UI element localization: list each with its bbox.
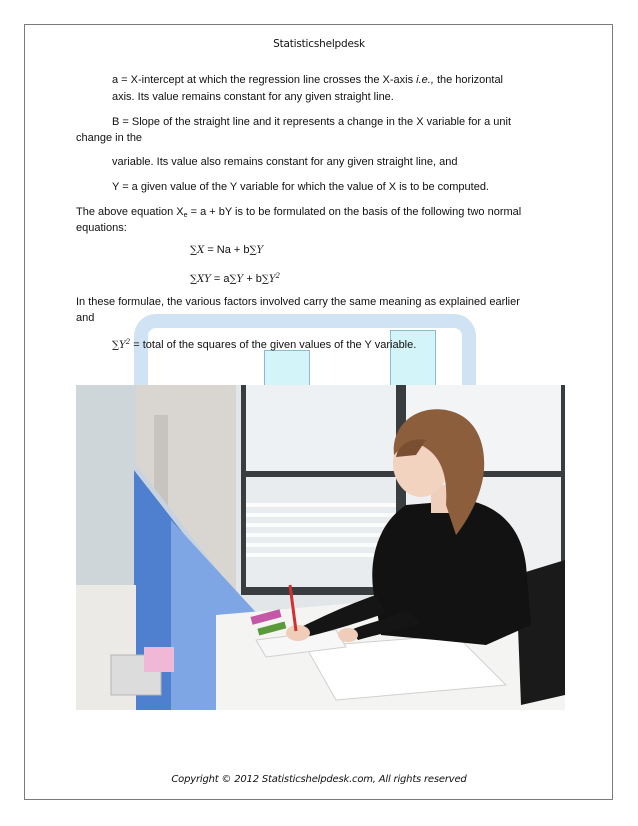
woman-studying-photo	[76, 385, 565, 710]
normal-equation-2: $\sum XY = a\sum Y + b\sum Y^2$	[190, 272, 281, 285]
definition-b-line1: B = Slope of the straight line and it represents a change in the X variable for a unit	[112, 116, 511, 128]
page-header: Statisticshelpdesk	[273, 38, 365, 50]
equation-intro-line2: equations:	[76, 222, 127, 234]
formulae-note-line1: In these formulae, the various factors involved carry the same meaning as explained earlier	[76, 296, 520, 308]
formulae-note-line2: and	[76, 312, 95, 324]
sum-y-squared-definition: $\sum Y^2$ = total of the squares of the given values of the Y variable.	[112, 338, 417, 351]
definition-b-line3: variable. Its value also remains constant for any given straight line, and	[112, 156, 458, 168]
definition-y: Y = a given value of the Y variable for which the value of X is to be computed.	[112, 181, 489, 193]
photo-illustration	[76, 385, 565, 710]
equation-intro-line1: The above equation $X_e = a$ + bY is to be formulated on the basis of the following two normal	[76, 206, 522, 219]
definition-a-line2: axis. Its value remains constant for any given straight line.	[112, 91, 394, 103]
normal-equation-1: ∑X = Na + b∑Y	[190, 244, 264, 256]
copyright-footer: Copyright © 2012 Statisticshelpdesk.com, All rights reserved	[171, 774, 467, 785]
definition-a-line1: a = X-intercept at which the regression line crosses the X-axis i.e., the horizontal	[112, 74, 504, 86]
definition-b-line2: change in the	[76, 132, 143, 144]
